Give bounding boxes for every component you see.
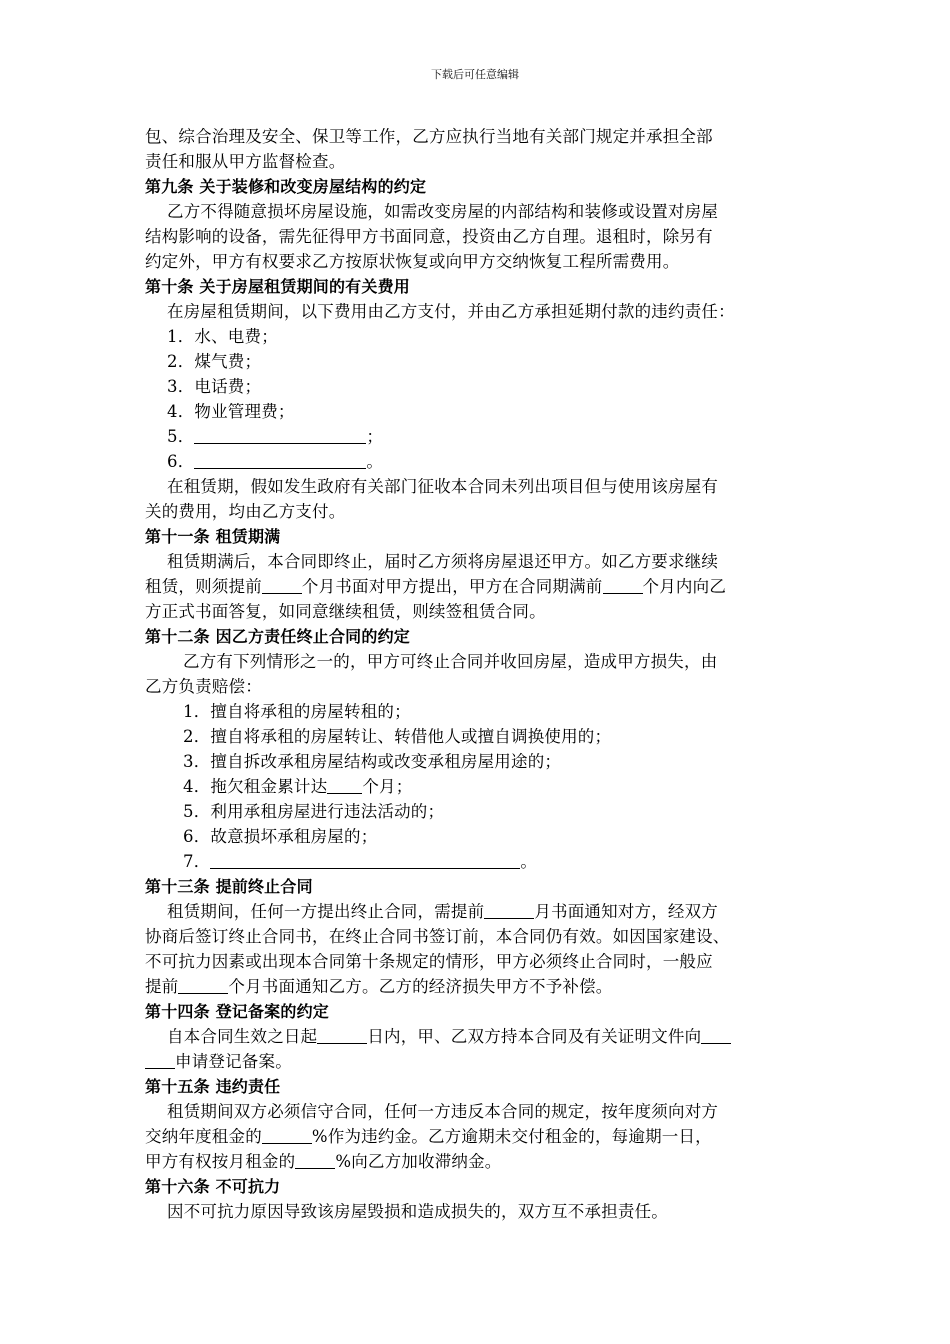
blank-field	[145, 1051, 175, 1069]
blank-field	[295, 1151, 335, 1169]
fee-item: 1．水、电费；	[167, 327, 278, 346]
paragraph-line: 甲方有权按月租金的 %向乙方加收滞纳金。	[145, 1152, 502, 1171]
article-16-heading: 第十六条 不可抗力	[145, 1177, 281, 1196]
clause-item: 6．故意损坏承租房屋的；	[183, 827, 378, 846]
article-14-heading: 第十四条 登记备案的约定	[145, 1002, 329, 1021]
clause-item: 4．拖欠租金累计达 个月；	[183, 777, 413, 796]
blank-field	[262, 1126, 312, 1144]
clause-item: 3．擅自拆改承租房屋结构或改变承租房屋用途的；	[183, 752, 562, 771]
clause-item: 2．擅自将承租的房屋转让、转借他人或擅自调换使用的；	[183, 727, 612, 746]
fee-item-blank: 6． 。	[167, 452, 384, 471]
blank-field	[484, 901, 534, 919]
paragraph-line: 租赁，则须提前 个月书面对甲方提出，甲方在合同期满前 个月内向乙	[145, 577, 727, 596]
blank-field	[194, 426, 366, 444]
paragraph-line: 提前 个月书面通知乙方。乙方的经济损失甲方不予补偿。	[145, 977, 613, 996]
paragraph-line: 在房屋租赁期间，以下费用由乙方支付，并由乙方承担延期付款的违约责任：	[167, 302, 735, 321]
paragraph-line: 申请登记备案。	[145, 1049, 820, 1074]
paragraph-line: 在租赁期，假如发生政府有关部门征收本合同未列出项目但与使用该房屋有	[167, 477, 719, 496]
paragraph-line: 乙方不得随意损坏房屋设施，如需改变房屋的内部结构和装修或设置对房屋	[167, 202, 719, 221]
paragraph-line: 因不可抗力原因导致该房屋毁损和造成损失的，双方互不承担责任。	[167, 1202, 668, 1221]
fee-item: 4．物业管理费；	[167, 402, 295, 421]
blank-field	[327, 776, 362, 794]
paragraph-line: 交纳年度租金的 %作为违约金。乙方逾期未交付租金的，每逾期一日，	[145, 1127, 712, 1146]
paragraph-line: 责任和服从甲方监督检查。	[145, 152, 346, 171]
article-15-heading: 第十五条 违约责任	[145, 1077, 281, 1096]
blank-field	[262, 576, 302, 594]
clause-item: 7． 。	[183, 852, 538, 871]
article-9-heading: 第九条 关于装修和改变房屋结构的约定	[145, 177, 427, 196]
fee-item: 2．煤气费；	[167, 352, 262, 371]
blank-field	[701, 1026, 731, 1044]
paragraph-line: 乙方有下列情形之一的，甲方可终止合同并收回房屋，造成甲方损失，由	[183, 652, 718, 671]
paragraph-line: 租赁期间，任何一方提出终止合同，需提前 月书面通知对方，经双方	[167, 902, 719, 921]
paragraph-line: 乙方负责赔偿：	[145, 677, 262, 696]
paragraph-line: 包、综合治理及安全、保卫等工作，乙方应执行当地有关部门规定并承担全部	[145, 127, 713, 146]
contract-body	[145, 124, 820, 1224]
blank-field	[194, 451, 366, 469]
paragraph-line: 自本合同生效之日起 日内，甲、乙双方持本合同及有关证明文件向	[145, 1024, 820, 1049]
paragraph-line: 关的费用，均由乙方支付。	[145, 502, 346, 521]
fee-item-blank: 5． ；	[167, 427, 384, 446]
paragraph-line: 方正式书面答复，如同意继续租赁，则续签租赁合同。	[145, 602, 546, 621]
paragraph-line: 结构影响的设备，需先征得甲方书面同意，投资由乙方自理。退租时，除另有	[145, 227, 713, 246]
paragraph-line: 约定外，甲方有权要求乙方按原状恢复或向甲方交纳恢复工程所需费用。	[145, 252, 680, 271]
clause-item: 1．擅自将承租的房屋转租的；	[183, 702, 411, 721]
blank-field	[603, 576, 643, 594]
blank-field	[210, 851, 520, 869]
paragraph-line: 不可抗力因素或出现本合同第十条规定的情形，甲方必须终止合同时，一般应	[145, 952, 713, 971]
paragraph-line: 协商后签订终止合同书，在终止合同书签订前，本合同仍有效。如因国家建设、	[145, 927, 730, 946]
paragraph-line: 租赁期间双方必须信守合同，任何一方违反本合同的规定，按年度须向对方	[167, 1102, 719, 1121]
article-11-heading: 第十一条 租赁期满	[145, 527, 281, 546]
paragraph-line: 租赁期满后，本合同即终止，届时乙方须将房屋退还甲方。如乙方要求继续	[167, 552, 719, 571]
article-13-heading: 第十三条 提前终止合同	[145, 877, 313, 896]
clause-item: 5．利用承租房屋进行违法活动的；	[183, 802, 445, 821]
blank-field	[178, 976, 228, 994]
blank-field	[317, 1026, 367, 1044]
fee-item: 3．电话费；	[167, 377, 262, 396]
article-12-heading: 第十二条 因乙方责任终止合同的约定	[145, 627, 410, 646]
page-header: 下载后可任意编辑	[431, 68, 519, 81]
article-10-heading: 第十条 关于房屋租赁期间的有关费用	[145, 277, 410, 296]
